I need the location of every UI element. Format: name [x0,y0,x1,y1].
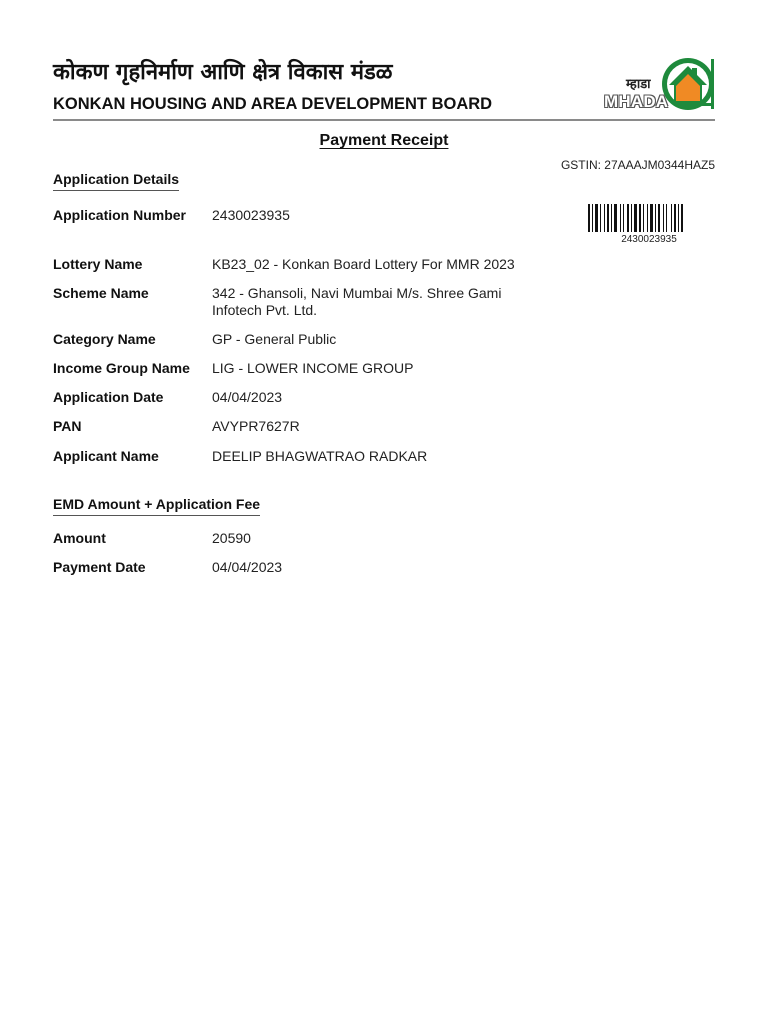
field-label: Amount [53,530,106,546]
field-label: Scheme Name [53,285,149,301]
field-label: Income Group Name [53,360,190,376]
field-label: Application Number [53,207,187,223]
field-value: DEELIP BHAGWATRAO RADKAR [212,448,428,464]
field-value: GP - General Public [212,331,337,347]
receipt-title [0,132,768,150]
field-value: 04/04/2023 [212,559,283,575]
barcode-number: 2430023935 [621,234,677,245]
mhada-logo [602,55,717,115]
logo-text-marathi: म्हाडा [626,77,651,92]
payment-details-heading: EMD Amount + Application Fee [53,496,260,516]
header-divider [53,119,715,121]
field-value: KB23_02 - Konkan Board Lottery For MMR 2023 [212,256,515,272]
field-value: 20590 [212,530,251,546]
logo-text-english: MHADA [604,92,669,111]
field-label: Applicant Name [53,448,159,464]
barcode-icon [588,204,710,232]
board-title-english: KONKAN HOUSING AND AREA DEVELOPMENT BOARD [53,95,493,113]
board-title-marathi: कोकण गृहनिर्माण आणि क्षेत्र विकास मंडळ [53,60,393,85]
gstin-number: GSTIN: 27AAAJM0344HAZ5 [560,158,715,172]
field-label: Payment Date [53,559,146,575]
field-value: LIG - LOWER INCOME GROUP [212,360,414,376]
field-label: Category Name [53,331,156,347]
field-label: PAN [53,418,82,434]
field-label: Lottery Name [53,256,143,272]
application-details-heading: Application Details [53,171,179,191]
field-label: Application Date [53,389,164,405]
field-value: AVYPR7627R [212,418,300,434]
field-value: 2430023935 [212,207,290,223]
field-value: 04/04/2023 [212,389,283,405]
receipt-title-text: Payment Receipt [319,132,449,149]
field-value: 342 - Ghansoli, Navi Mumbai M/s. Shree Gami Infotech Pvt. Ltd. [212,285,502,318]
